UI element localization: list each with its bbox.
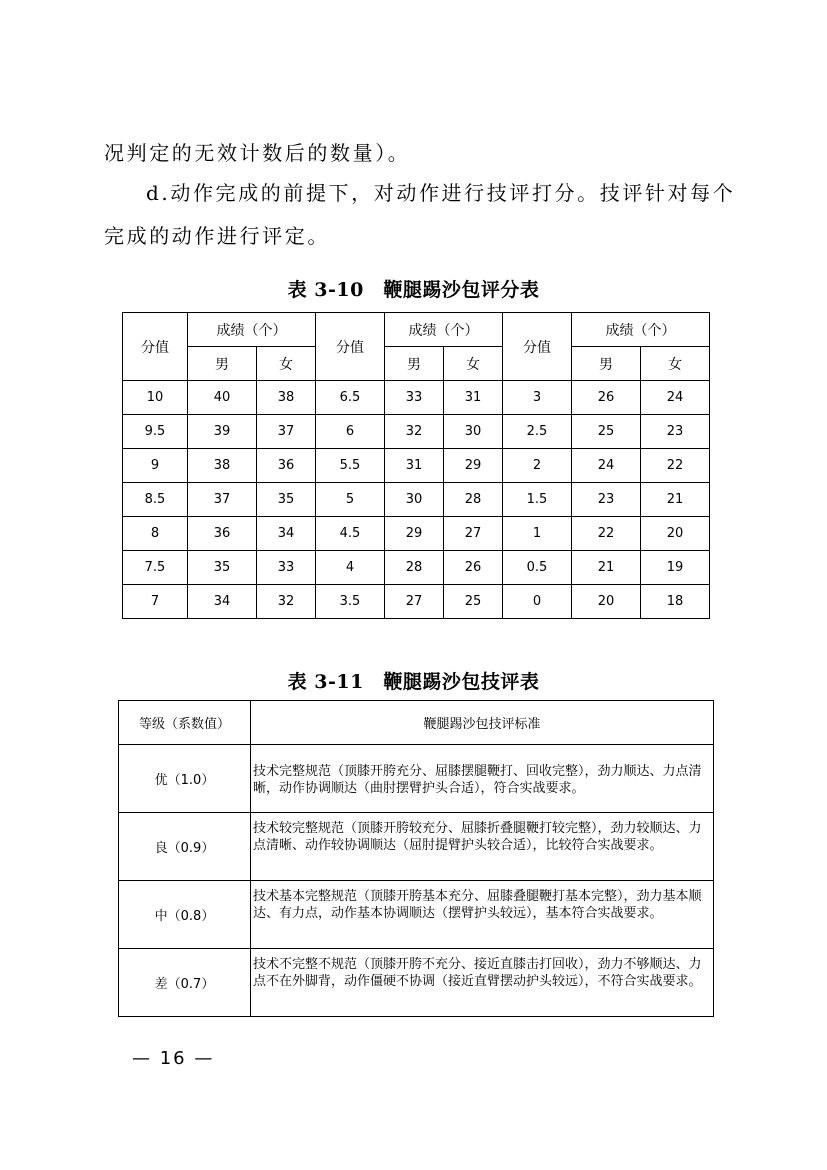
male-count-cell: 39 bbox=[188, 415, 257, 449]
header-grade: 等级（系数值） bbox=[119, 701, 251, 745]
female-count-cell: 19 bbox=[641, 551, 710, 585]
score-cell: 8.5 bbox=[123, 483, 188, 517]
score-cell: 5 bbox=[316, 483, 385, 517]
grade-cell: 中（0.8） bbox=[119, 881, 251, 949]
male-count-cell: 26 bbox=[572, 381, 641, 415]
female-count-cell: 37 bbox=[257, 415, 316, 449]
male-count-cell: 22 bbox=[572, 517, 641, 551]
criteria-cell: 技术较完整规范（顶膝开胯较充分、屈膝折叠腿鞭打较完整），劲力较顺达、力点清晰、动作较协调顺达（屈肘提臂护头较合适），比较符合实战要求。 bbox=[251, 813, 714, 881]
header-score: 分值 bbox=[123, 313, 188, 381]
header-result: 成绩（个） bbox=[572, 313, 710, 347]
male-count-cell: 37 bbox=[188, 483, 257, 517]
score-cell: 5.5 bbox=[316, 449, 385, 483]
score-cell: 9 bbox=[123, 449, 188, 483]
male-count-cell: 30 bbox=[385, 483, 444, 517]
header-result: 成绩（个） bbox=[188, 313, 316, 347]
score-cell: 6.5 bbox=[316, 381, 385, 415]
paragraph-line-2: d.动作完成的前提下，对动作进行技评打分。技评针对每个 bbox=[146, 181, 736, 205]
header-female: 女 bbox=[257, 347, 316, 381]
score-cell: 0.5 bbox=[503, 551, 572, 585]
female-count-cell: 35 bbox=[257, 483, 316, 517]
female-count-cell: 36 bbox=[257, 449, 316, 483]
technique-table-body bbox=[119, 745, 714, 1017]
female-count-cell: 30 bbox=[444, 415, 503, 449]
paragraph-line-1: 况判定的无效计数后的数量）。 bbox=[104, 141, 411, 165]
female-count-cell: 18 bbox=[641, 585, 710, 619]
score-cell: 2.5 bbox=[503, 415, 572, 449]
header-result: 成绩（个） bbox=[385, 313, 503, 347]
male-count-cell: 32 bbox=[385, 415, 444, 449]
grade-cell: 优（1.0） bbox=[119, 745, 251, 813]
female-count-cell: 20 bbox=[641, 517, 710, 551]
score-cell: 2 bbox=[503, 449, 572, 483]
table-3-11-caption: 表 3-11 鞭腿踢沙包技评表 bbox=[287, 671, 540, 693]
table-row bbox=[119, 745, 714, 813]
score-cell: 7 bbox=[123, 585, 188, 619]
female-count-cell: 34 bbox=[257, 517, 316, 551]
table-row bbox=[119, 881, 714, 949]
score-cell: 3.5 bbox=[316, 585, 385, 619]
page-number: — 16 — bbox=[132, 1048, 215, 1069]
table-row bbox=[123, 483, 710, 517]
header-male: 男 bbox=[572, 347, 641, 381]
score-cell: 10 bbox=[123, 381, 188, 415]
header-female: 女 bbox=[444, 347, 503, 381]
table-row bbox=[123, 517, 710, 551]
male-count-cell: 24 bbox=[572, 449, 641, 483]
header-criteria: 鞭腿踢沙包技评标准 bbox=[251, 701, 714, 745]
table-row bbox=[123, 551, 710, 585]
male-count-cell: 27 bbox=[385, 585, 444, 619]
female-count-cell: 31 bbox=[444, 381, 503, 415]
male-count-cell: 23 bbox=[572, 483, 641, 517]
male-count-cell: 36 bbox=[188, 517, 257, 551]
male-count-cell: 31 bbox=[385, 449, 444, 483]
female-count-cell: 24 bbox=[641, 381, 710, 415]
female-count-cell: 21 bbox=[641, 483, 710, 517]
male-count-cell: 33 bbox=[385, 381, 444, 415]
score-table-body bbox=[123, 381, 710, 619]
grade-cell: 良（0.9） bbox=[119, 813, 251, 881]
female-count-cell: 25 bbox=[444, 585, 503, 619]
technique-table bbox=[118, 700, 714, 1017]
female-count-cell: 32 bbox=[257, 585, 316, 619]
header-male: 男 bbox=[188, 347, 257, 381]
criteria-cell: 技术基本完整规范（顶膝开胯基本充分、屈膝叠腿鞭打基本完整），劲力基本顺达、有力点，动作基本协调顺达（摆臂护头较远），基本符合实战要求。 bbox=[251, 881, 714, 949]
table-row bbox=[123, 381, 710, 415]
score-cell: 4.5 bbox=[316, 517, 385, 551]
female-count-cell: 27 bbox=[444, 517, 503, 551]
criteria-cell: 技术完整规范（顶膝开胯充分、屈膝摆腿鞭打、回收完整），劲力顺达、力点清晰，动作协调顺达（曲肘摆臂护头合适），符合实战要求。 bbox=[251, 745, 714, 813]
female-count-cell: 26 bbox=[444, 551, 503, 585]
score-cell: 9.5 bbox=[123, 415, 188, 449]
female-count-cell: 29 bbox=[444, 449, 503, 483]
header-female: 女 bbox=[641, 347, 710, 381]
table-row bbox=[119, 813, 714, 881]
female-count-cell: 22 bbox=[641, 449, 710, 483]
table-row bbox=[123, 449, 710, 483]
score-cell: 3 bbox=[503, 381, 572, 415]
female-count-cell: 38 bbox=[257, 381, 316, 415]
male-count-cell: 29 bbox=[385, 517, 444, 551]
score-table bbox=[122, 312, 710, 619]
table-3-10-caption: 表 3-10 鞭腿踢沙包评分表 bbox=[287, 279, 540, 301]
score-cell: 6 bbox=[316, 415, 385, 449]
score-cell: 7.5 bbox=[123, 551, 188, 585]
table-row bbox=[123, 585, 710, 619]
table-row bbox=[119, 949, 714, 1017]
male-count-cell: 25 bbox=[572, 415, 641, 449]
male-count-cell: 38 bbox=[188, 449, 257, 483]
score-cell: 1 bbox=[503, 517, 572, 551]
male-count-cell: 21 bbox=[572, 551, 641, 585]
score-cell: 8 bbox=[123, 517, 188, 551]
male-count-cell: 28 bbox=[385, 551, 444, 585]
female-count-cell: 33 bbox=[257, 551, 316, 585]
grade-cell: 差（0.7） bbox=[119, 949, 251, 1017]
table-row bbox=[123, 415, 710, 449]
paragraph-line-3: 完成的动作进行评定。 bbox=[104, 224, 330, 248]
score-cell: 0 bbox=[503, 585, 572, 619]
score-cell: 4 bbox=[316, 551, 385, 585]
female-count-cell: 23 bbox=[641, 415, 710, 449]
male-count-cell: 34 bbox=[188, 585, 257, 619]
male-count-cell: 40 bbox=[188, 381, 257, 415]
header-score: 分值 bbox=[503, 313, 572, 381]
male-count-cell: 35 bbox=[188, 551, 257, 585]
score-cell: 1.5 bbox=[503, 483, 572, 517]
header-score: 分值 bbox=[316, 313, 385, 381]
male-count-cell: 20 bbox=[572, 585, 641, 619]
criteria-cell: 技术不完整不规范（顶膝开胯不充分、接近直膝击打回收），劲力不够顺达、力点不在外脚背，动作僵硬不协调（接近直臂摆动护头较远），不符合实战要求。 bbox=[251, 949, 714, 1017]
header-male: 男 bbox=[385, 347, 444, 381]
female-count-cell: 28 bbox=[444, 483, 503, 517]
